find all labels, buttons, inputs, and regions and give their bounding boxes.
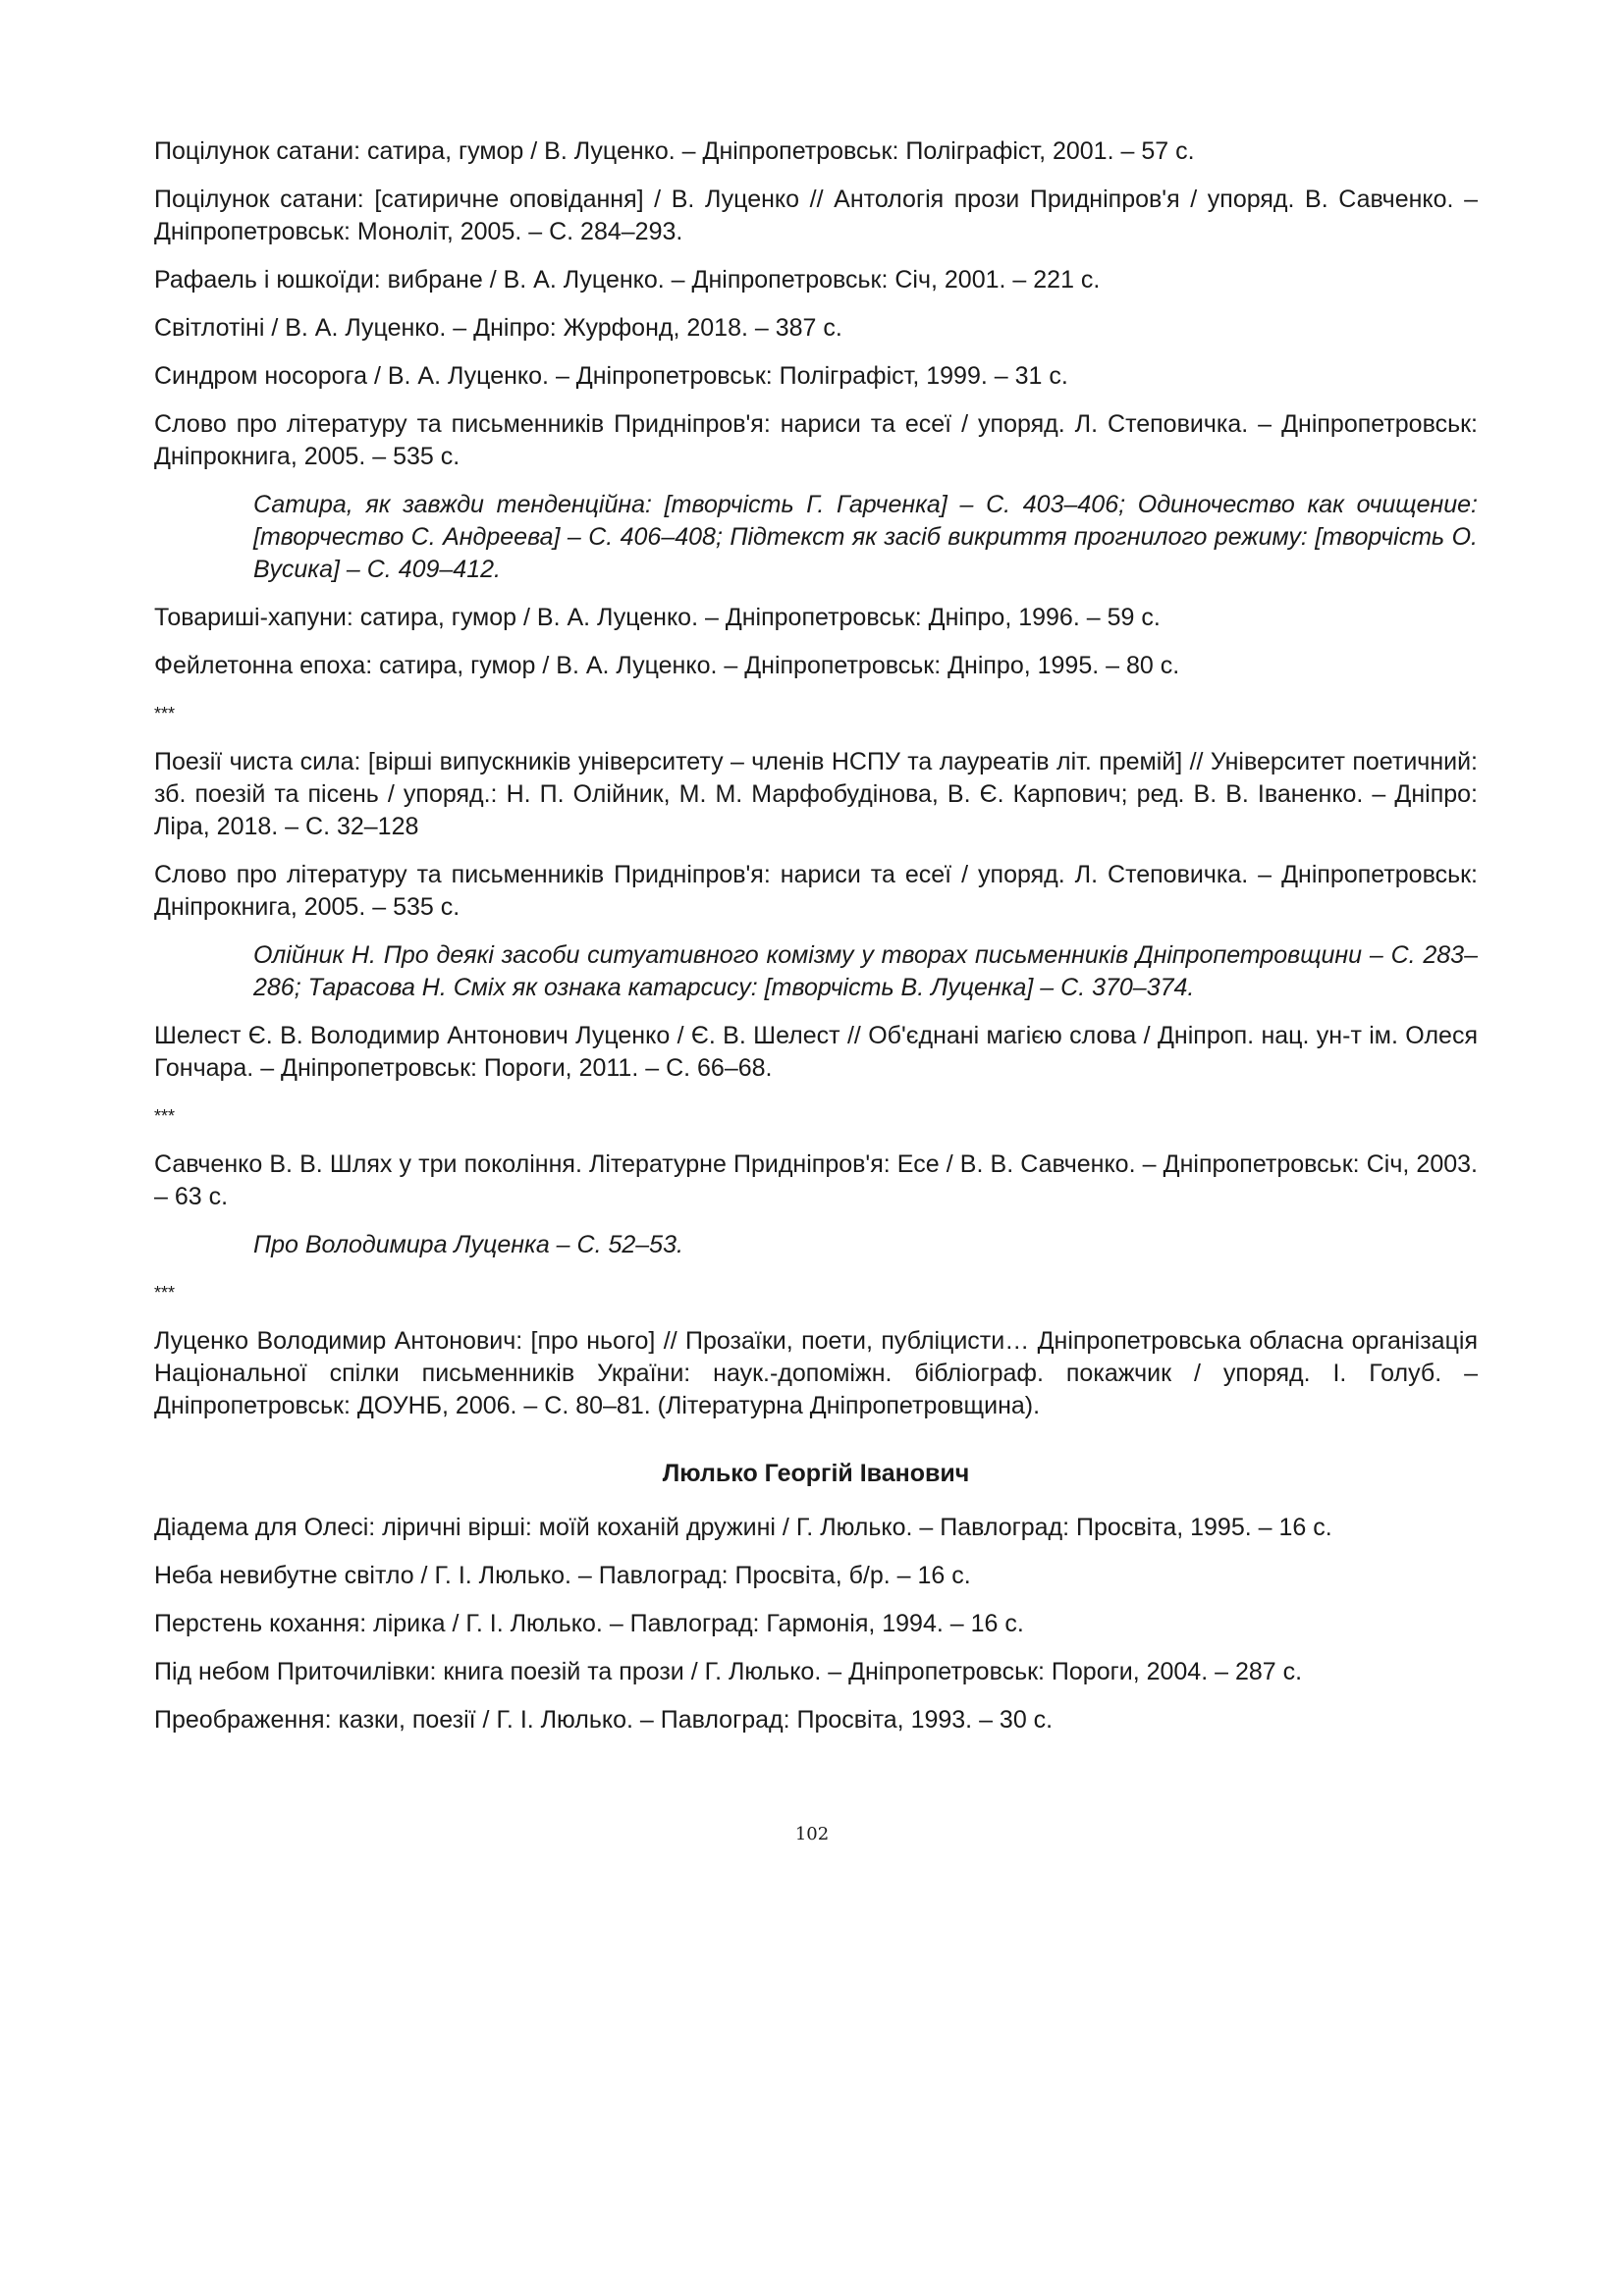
bibliography-entry: Слово про літературу та письменників Придніпров'я: нариси та есеї / упоряд. Л. Степовичка. – Дніпропетровськ: Дніпрокнига, 2005. – 535 с.	[154, 861, 1478, 921]
bibliography-entry: Діадема для Олесі: ліричні вірші: моїй коханій дружині / Г. Люлько. – Павлоград: Просвіта, 1995. – 16 с.	[154, 1514, 1332, 1541]
section-separator: ***	[154, 1106, 176, 1126]
bibliography-entry: Савченко В. В. Шлях у три покоління. Літературне Придніпров'я: Есе / В. В. Савченко. – Дніпропетровськ: Січ, 2003. – 63 с.	[154, 1150, 1478, 1210]
annotation-note: Олійник Н. Про деякі засоби ситуативного комізму у творах письменників Дніпропетровщини – С. 283–286; Тарасова Н. Сміх як ознака катарсису: [творчість В. Луценка] – С. 370–374.	[253, 941, 1478, 1001]
document-body	[154, 135, 1478, 1752]
bibliography-entry: Слово про літературу та письменників Придніпров'я: нариси та есеї / упоряд. Л. Степовичка. – Дніпропетровськ: Дніпрокнига, 2005. – 535 с.	[154, 410, 1478, 470]
bibliography-entry: Поезії чиста сила: [вірші випускників університету – членів НСПУ та лауреатів літ. премій] // Університет поетичний: зб. поезій та пісень / упоряд.: Н. П. Олійник, М. М. Марфобудінова, В. Є. Карпович; ред. В. В. Іваненко. – Дніпро: Ліра, 2018. – С. 32–128	[154, 748, 1478, 840]
bibliography-entry: Преображення: казки, поезії / Г. І. Люлько. – Павлоград: Просвіта, 1993. – 30 с.	[154, 1706, 1054, 1734]
page-number: 102	[794, 1824, 830, 1844]
bibliography-entry: Луценко Володимир Антонович: [про нього] // Прозаїки, поети, публіцисти… Дніпропетровська обласна організація Національної спілки письменників України: наук.-допоміжн. бібліограф. покажчик / упоряд. І. Голуб. – Дніпропетровськ: ДОУНБ, 2006. – С. 80–81. (Літературна Дніпропетровщина).	[154, 1327, 1478, 1419]
bibliography-entry: Поцілунок сатани: [сатиричне оповідання] / В. Луценко // Антологія прози Придніпров'я / упоряд. В. Савченко. – Дніпропетровськ: Моноліт, 2005. – С. 284–293.	[154, 186, 1478, 245]
annotation-note: Сатира, як завжди тенденційна: [творчість Г. Гарченка] – С. 403–406; Одиночество как очищение: [творчество С. Андреева] – С. 406–408; Підтекст як засіб викриття прогнилого режиму: [творчість О. Вусика] – С. 409–412.	[253, 491, 1478, 583]
bibliography-entry: Під небом Приточилівки: книга поезій та прози / Г. Люлько. – Дніпропетровськ: Пороги, 2004. – 287 с.	[154, 1658, 1303, 1685]
bibliography-entry: Неба невибутне світло / Г. І. Люлько. – Павлоград: Просвіта, б/р. – 16 с.	[154, 1562, 971, 1589]
bibliography-entry: Синдром носорога / В. А. Луценко. – Дніпропетровськ: Поліграфіст, 1999. – 31 с.	[154, 362, 1068, 390]
section-separator: ***	[154, 1283, 176, 1303]
bibliography-entry: Рафаель і юшкоїди: вибране / В. А. Луценко. – Дніпропетровськ: Січ, 2001. – 221 с.	[154, 266, 1101, 294]
bibliography-entry: Світлотіні / В. А. Луценко. – Дніпро: Журфонд, 2018. – 387 с.	[154, 314, 842, 342]
section-separator: ***	[154, 704, 176, 723]
bibliography-entry: Товариші-хапуни: сатира, гумор / В. А. Луценко. – Дніпропетровськ: Дніпро, 1996. – 59 с.	[154, 604, 1161, 631]
bibliography-entry: Поцілунок сатани: сатира, гумор / В. Луценко. – Дніпропетровськ: Поліграфіст, 2001. – 57 с.	[154, 137, 1195, 165]
bibliography-entry: Шелест Є. В. Володимир Антонович Луценко / Є. В. Шелест // Об'єднані магією слова / Дніпроп. нац. ун-т ім. Олеся Гончара. – Дніпропетровськ: Пороги, 2011. – С. 66–68.	[154, 1022, 1478, 1082]
annotation-note: Про Володимира Луценка – С. 52–53.	[253, 1231, 683, 1258]
author-heading: Люлько Георгій Іванович	[662, 1460, 970, 1487]
bibliography-entry: Перстень кохання: лірика / Г. І. Люлько. – Павлоград: Гармонія, 1994. – 16 с.	[154, 1610, 1024, 1637]
bibliography-entry: Фейлетонна епоха: сатира, гумор / В. А. Луценко. – Дніпропетровськ: Дніпро, 1995. – 80 с.	[154, 652, 1180, 679]
